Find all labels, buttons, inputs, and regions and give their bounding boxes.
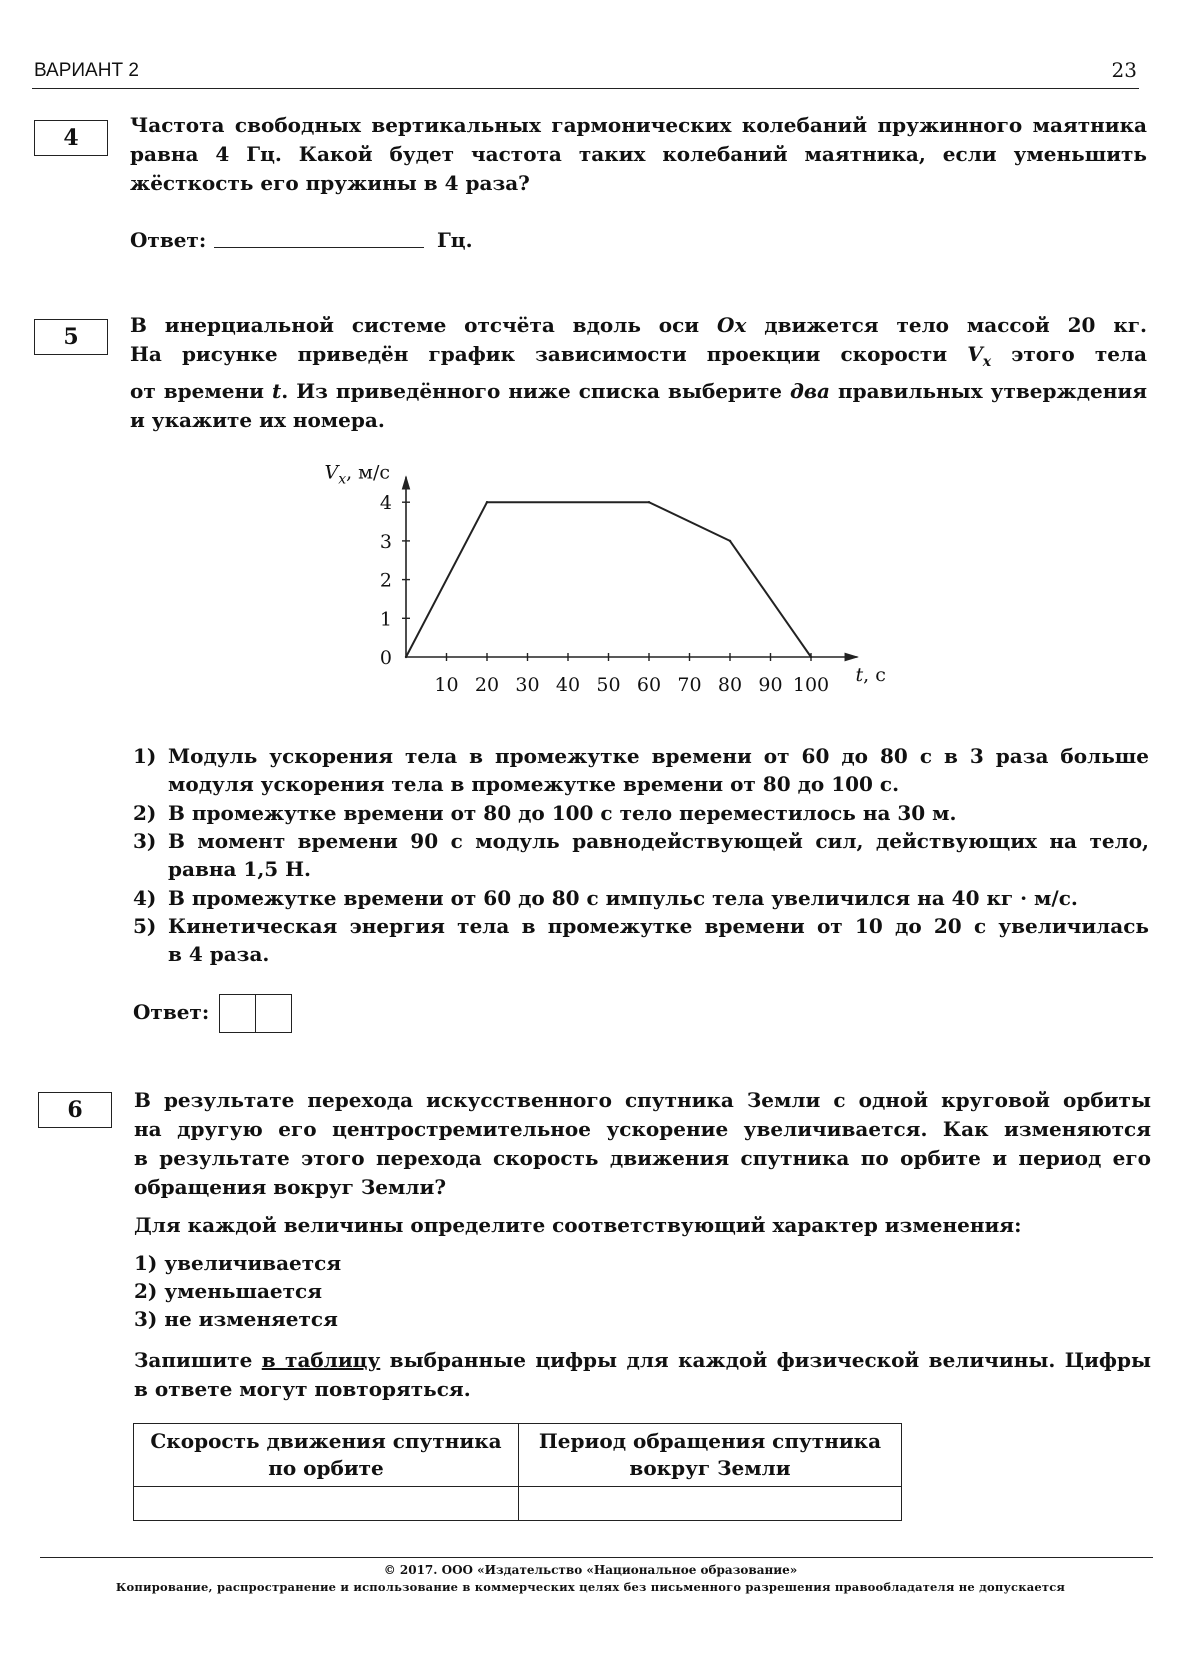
q5-option-text [168, 742, 1149, 798]
y-tick-label: 0 [379, 647, 392, 669]
q6-choice-2: 2) уменьшается [134, 1279, 322, 1303]
velocity-series-point [729, 540, 731, 542]
q4-line-3: жёсткость его пружины в 4 раза? [130, 171, 530, 195]
q6-choices [134, 1249, 734, 1333]
q5-option-1 [133, 742, 1149, 798]
velocity-series-line [406, 502, 811, 657]
q5-option-text [168, 912, 1149, 968]
y-axis-label: $V_x$, м/с [324, 461, 390, 488]
y-tick-label: 4 [379, 492, 392, 515]
q4-answer-label: Ответ: [130, 228, 207, 252]
y-tick-label: 3 [379, 530, 392, 553]
q5-option-number: 1) [133, 744, 157, 768]
velocity-series-point [486, 501, 488, 503]
q5-option-line: равна 1,5 Н. [168, 857, 312, 881]
velocity-series-point [405, 656, 407, 658]
q6-write-line-1: Запишите в таблицу выбранные цифры для каждой физической величины. Цифры [134, 1348, 1152, 1372]
q5-option-number: 5) [133, 914, 157, 938]
q5-option-number: 2) [133, 801, 157, 825]
q6-answer-table [133, 1423, 902, 1521]
q6-answer-cell-speed[interactable] [134, 1487, 519, 1521]
q5-option-line: В момент времени 90 с модуль равнодействующей сил, действующих на тело, [168, 829, 1149, 853]
q5-option-3 [133, 827, 1149, 883]
q4-number-box: 4 [34, 120, 108, 156]
q5-option-line: В промежутке времени от 60 до 80 с импульс тела увеличился на 40 кг · м/с. [168, 886, 1078, 910]
y-tick-label: 1 [379, 608, 392, 631]
q6-line-3: в результате этого перехода скорость движения спутника по орбите и период его [134, 1146, 1151, 1170]
q5-line-4: и укажите их номера. [130, 408, 385, 432]
q5-answer-cells [219, 994, 292, 1033]
q5-option-2 [133, 799, 1149, 827]
variant-title: ВАРИАНТ 2 [34, 60, 139, 81]
q4-line-2: равна 4 Гц. Какой будет частота таких колебаний маятника, если уменьшить [130, 142, 1147, 166]
q5-answer-cell-1[interactable] [220, 995, 255, 1032]
q5-option-line: Кинетическая энергия тела в промежутке времени от 10 до 20 с увеличилась [168, 914, 1149, 938]
q5-text [130, 311, 1147, 435]
q6-text [134, 1086, 1151, 1202]
q6-answer-cell-period[interactable] [519, 1487, 902, 1521]
q5-option-4 [133, 884, 1149, 912]
velocity-time-chart [290, 452, 890, 712]
q4-answer-field[interactable] [214, 247, 424, 248]
q6-number-box: 6 [38, 1092, 112, 1128]
footer-notice: Копирование, распространение и использование в коммерческих целях без письменного разрешения правообладателя не допускается [115, 1580, 1066, 1594]
q4-line-1: Частота свободных вертикальных гармонических колебаний пружинного маятника [130, 113, 1147, 137]
q6-instruction: Для каждой величины определите соответствующий характер изменения: [134, 1213, 1022, 1237]
y-tick-label: 2 [379, 569, 392, 592]
q4-answer-unit: Гц. [437, 228, 473, 252]
footer-copyright: © 2017. ООО «Издательство «Национальное образование» [383, 1563, 798, 1577]
x-tick-label: 30 [515, 674, 540, 696]
q6-line-4: обращения вокруг Земли? [134, 1175, 447, 1199]
q6-write-instruction [134, 1346, 1151, 1404]
velocity-series-point [648, 501, 650, 503]
q6-table-header-speed: Скорость движения спутника по орбите [134, 1424, 519, 1487]
q6-choice-3: 3) не изменяется [134, 1307, 338, 1331]
q6-choice-1: 1) увеличивается [134, 1251, 342, 1275]
page-number: 23 [1111, 58, 1137, 82]
q5-option-line: модуля ускорения тела в промежутке времени от 80 до 100 с. [168, 772, 900, 796]
q5-option-line: в 4 раза. [168, 942, 270, 966]
x-tick-label: 60 [636, 674, 662, 696]
q5-option-text [168, 799, 1149, 827]
x-tick-label: 70 [677, 674, 702, 696]
q4-text [130, 111, 1147, 198]
q5-line-2: На рисунке приведён график зависимости проекции скорости $V_x$ этого тела [130, 342, 1147, 370]
q5-option-line: В промежутке времени от 80 до 100 с тело переместилось на 30 м. [168, 801, 957, 825]
x-tick-label: 90 [758, 674, 783, 696]
q5-option-text [168, 827, 1149, 883]
q5-option-number: 4) [133, 886, 157, 910]
footer-divider [40, 1557, 1153, 1558]
x-tick-label: 80 [717, 674, 743, 696]
q5-option-number: 3) [133, 829, 157, 853]
q6-line-2: на другую его центростремительное ускорение увеличивается. Как изменяются [134, 1117, 1151, 1141]
x-tick-label: 50 [596, 674, 621, 696]
q6-write-line-2: в ответе могут повторяться. [134, 1377, 471, 1401]
q6-line-1: В результате перехода искусственного спутника Земли с одной круговой орбиты [134, 1088, 1151, 1112]
x-tick-label: 40 [555, 674, 581, 696]
q6-table-header-period: Период обращения спутника вокруг Земли [519, 1424, 902, 1487]
header-divider [32, 88, 1139, 89]
q5-option-5 [133, 912, 1149, 968]
velocity-series-point [810, 656, 812, 658]
q5-answer-cell-2[interactable] [255, 995, 291, 1032]
q5-line-3: от времени t. Из приведённого ниже списка выберите два правильных утверждения [130, 379, 1147, 403]
q5-option-text [168, 884, 1149, 912]
q5-answer-label: Ответ: [133, 1000, 210, 1024]
x-tick-label: 20 [474, 674, 500, 696]
q5-line-1: В инерциальной системе отсчёта вдоль оси Ox движется тело массой 20 кг. [130, 313, 1147, 337]
x-axis-label: t, с [855, 664, 886, 686]
x-tick-label: 10 [434, 674, 459, 696]
q5-option-line: Модуль ускорения тела в промежутке времени от 60 до 80 с в 3 раза больше [168, 744, 1149, 768]
q5-number-box: 5 [34, 319, 108, 355]
x-tick-label: 100 [792, 674, 830, 696]
